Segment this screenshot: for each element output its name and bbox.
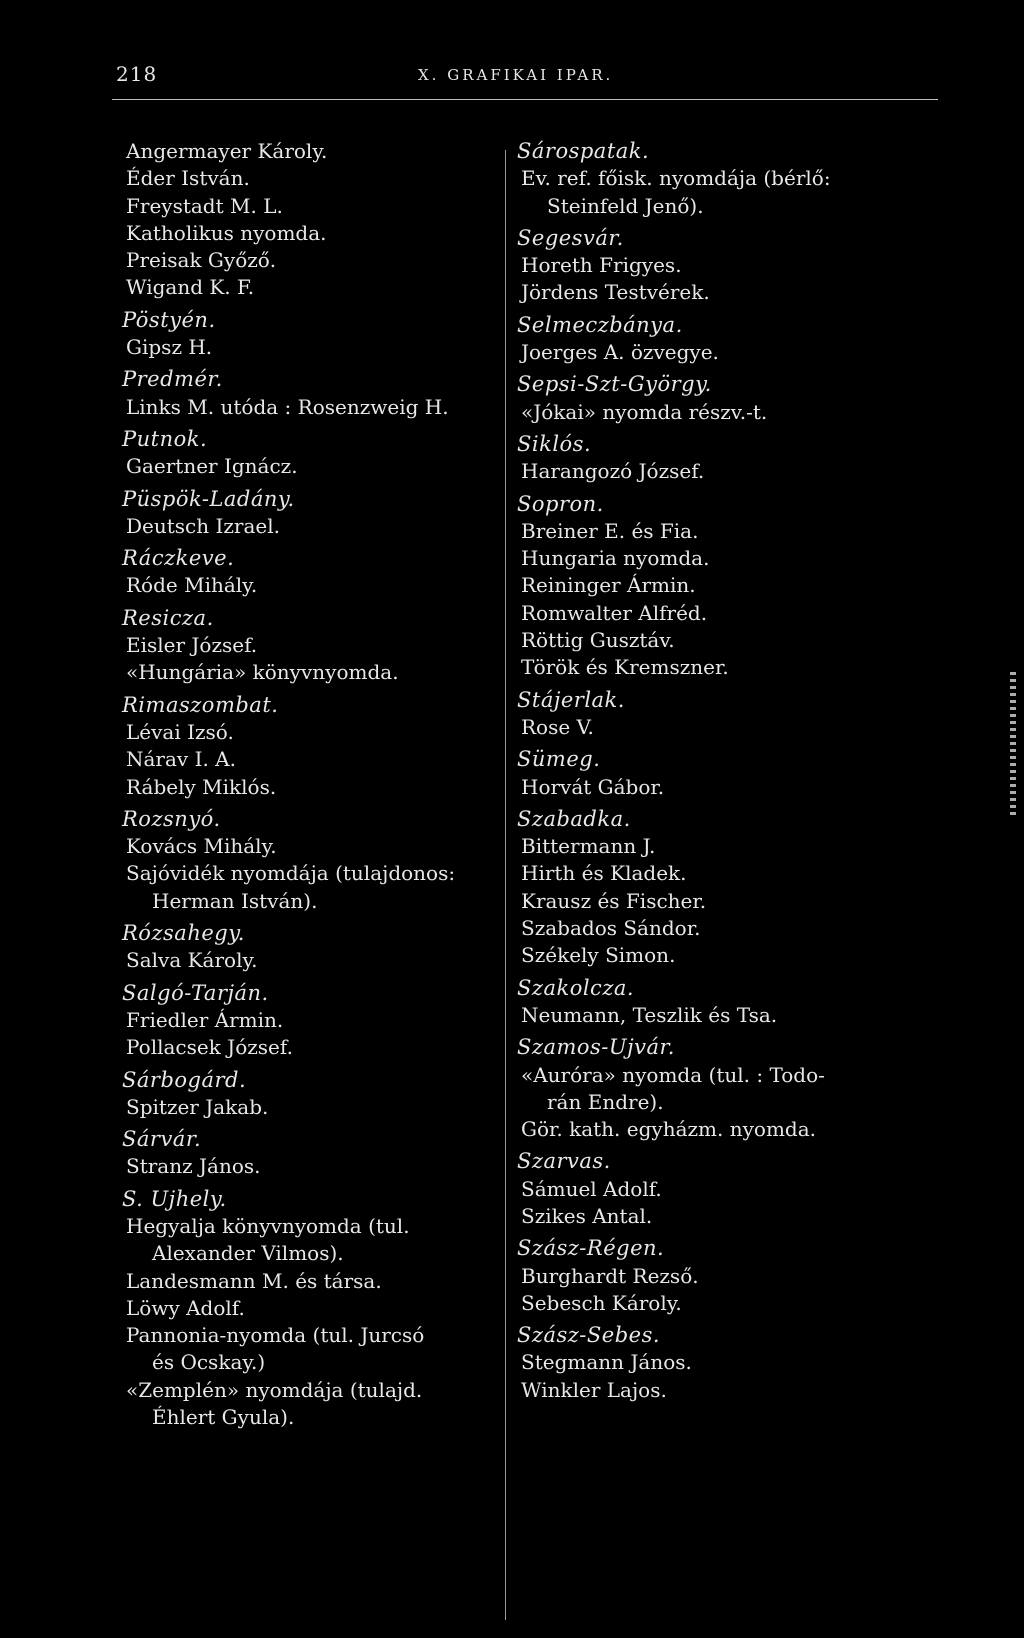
printer-entry: Jördens Testvérek.: [521, 280, 710, 305]
running-head: X. GRAFIKAI IPAR.: [418, 66, 614, 84]
printer-entry: Sebesch Károly.: [521, 1290, 682, 1315]
town-heading: Sárbogárd.: [122, 1067, 247, 1092]
printer-entry: Eisler József.: [126, 633, 258, 658]
printer-entry: Landesmann M. és társa.: [126, 1268, 382, 1293]
printer-entry: «Hungária» könyvnyomda.: [126, 660, 399, 685]
printer-entry: Deutsch Izrael.: [126, 513, 281, 538]
town-heading: Szarvas.: [517, 1149, 611, 1174]
right-column: [517, 138, 951, 1404]
town-heading: Sárospatak.: [517, 139, 650, 163]
printer-entry: Horvát Gábor.: [521, 774, 665, 799]
town-heading: Szamos-Ujvár.: [517, 1035, 675, 1060]
town-heading: Stájerlak.: [517, 687, 625, 712]
printer-entry: Pannonia-nyomda (tul. Jurcsó: [126, 1323, 425, 1348]
printer-entry: Katholikus nyomda.: [126, 220, 327, 245]
town-heading: Pöstyén.: [122, 307, 216, 332]
printer-entry: Stegmann János.: [521, 1350, 692, 1375]
printer-entry: Rábely Miklós.: [126, 774, 277, 799]
town-heading: Sepsi-Szt-György.: [517, 372, 712, 397]
printer-entry: Szabados Sándor.: [521, 916, 701, 941]
printer-entry: Sámuel Adolf.: [521, 1176, 662, 1201]
printer-entry: Hungaria nyomda.: [521, 546, 710, 571]
printer-entry: Kovács Mihály.: [126, 834, 277, 859]
printer-entry: Reininger Ármin.: [521, 573, 696, 598]
printer-entry: Neumann, Teszlik és Tsa.: [521, 1002, 778, 1027]
edge-scan-mark: [1010, 668, 1016, 818]
printer-entry: Joerges A. özvegye.: [521, 340, 719, 365]
printer-entry: Salva Károly.: [126, 948, 258, 973]
printer-entry: Török és Kremszner.: [521, 655, 729, 680]
town-heading: Resicza.: [122, 605, 214, 630]
printer-entry: Pollacsek József.: [126, 1035, 293, 1060]
printer-entry: Löwy Adolf.: [126, 1295, 245, 1320]
town-heading: Segesvár.: [517, 225, 624, 250]
printer-entry: Bittermann J.: [521, 834, 656, 859]
page-number: 218: [116, 62, 158, 86]
town-heading: Rózsahegy.: [122, 921, 245, 946]
printer-entry: Ev. ref. főisk. nyomdája (bérlő:: [521, 166, 831, 191]
printer-entry: Szikes Antal.: [521, 1203, 653, 1228]
printer-entry: Lévai Izsó.: [126, 719, 234, 744]
printer-entry: Angermayer Károly.: [126, 139, 328, 163]
town-heading: Szabadka.: [517, 806, 631, 831]
printer-entry: Spitzer Jakab.: [126, 1094, 269, 1119]
town-heading: Salgó-Tarján.: [122, 980, 269, 1005]
printer-entry: és Ocskay.): [152, 1350, 266, 1375]
town-heading: Putnok.: [122, 426, 208, 451]
column-divider: [505, 150, 506, 1620]
printer-entry: Herman István).: [152, 888, 318, 913]
printer-entry: Rose V.: [521, 714, 594, 739]
printer-entry: «Jókai» nyomda részv.-t.: [521, 399, 768, 424]
printer-entry: «Zemplén» nyomdája (tulajd.: [126, 1377, 423, 1402]
printer-entry: Horeth Frigyes.: [521, 253, 682, 278]
printer-entry: Stranz János.: [126, 1154, 261, 1179]
left-column: [122, 138, 496, 1431]
printer-entry: Székely Simon.: [521, 943, 676, 968]
printer-entry: Sajóvidék nyomdája (tulajdonos:: [126, 861, 456, 886]
printer-entry: Freystadt M. L.: [126, 193, 283, 218]
printer-entry: Röttig Gusztáv.: [521, 628, 675, 653]
printer-entry: Breiner E. és Fia.: [521, 518, 699, 543]
header-rule: [112, 99, 938, 100]
printer-entry: Friedler Ármin.: [126, 1007, 284, 1032]
printer-entry: Krausz és Fischer.: [521, 888, 707, 913]
printer-entry: Alexander Vilmos).: [152, 1241, 344, 1266]
printer-entry: Burghardt Rezső.: [521, 1263, 699, 1288]
town-heading: Predmér.: [122, 367, 223, 392]
town-heading: Selmeczbánya.: [517, 312, 683, 337]
printer-entry: Nárav I. A.: [126, 747, 236, 772]
town-heading: Szász-Sebes.: [517, 1323, 661, 1348]
printer-entry: Links M. utóda : Rosenzweig H.: [126, 394, 449, 419]
printer-entry: «Auróra» nyomda (tul. : Todo-: [521, 1062, 825, 1087]
town-heading: Sümeg.: [517, 747, 601, 772]
printer-entry: Harangozó József.: [521, 459, 705, 484]
town-heading: Sárvár.: [122, 1127, 202, 1152]
printer-entry: Gaertner Ignácz.: [126, 454, 298, 479]
town-heading: S. Ujhely.: [122, 1186, 227, 1211]
printer-entry: Gör. kath. egyházm. nyomda.: [521, 1117, 816, 1142]
town-heading: Szász-Régen.: [517, 1236, 665, 1261]
printer-entry: Éhlert Gyula).: [152, 1405, 295, 1430]
printer-entry: Preisak Győző.: [126, 248, 277, 273]
town-heading: Rimaszombat.: [122, 692, 279, 717]
town-heading: Ráczkeve.: [122, 546, 235, 571]
printer-entry: Hegyalja könyvnyomda (tul.: [126, 1213, 410, 1238]
printer-entry: rán Endre).: [547, 1089, 664, 1114]
printer-entry: Steinfeld Jenő).: [547, 193, 704, 218]
printer-entry: Éder István.: [126, 166, 250, 191]
town-heading: Szakolcza.: [517, 975, 635, 1000]
printer-entry: Hirth és Kladek.: [521, 861, 687, 886]
town-heading: Siklós.: [517, 431, 592, 456]
town-heading: Sopron.: [517, 491, 604, 516]
printer-entry: Wigand K. F.: [126, 275, 255, 300]
printer-entry: Romwalter Alfréd.: [521, 600, 708, 625]
printer-entry: Gipsz H.: [126, 335, 213, 360]
town-heading: Püspök-Ladány.: [122, 486, 295, 511]
printer-entry: Róde Mihály.: [126, 573, 258, 598]
town-heading: Rozsnyó.: [122, 806, 221, 831]
printer-entry: Winkler Lajos.: [521, 1377, 667, 1402]
